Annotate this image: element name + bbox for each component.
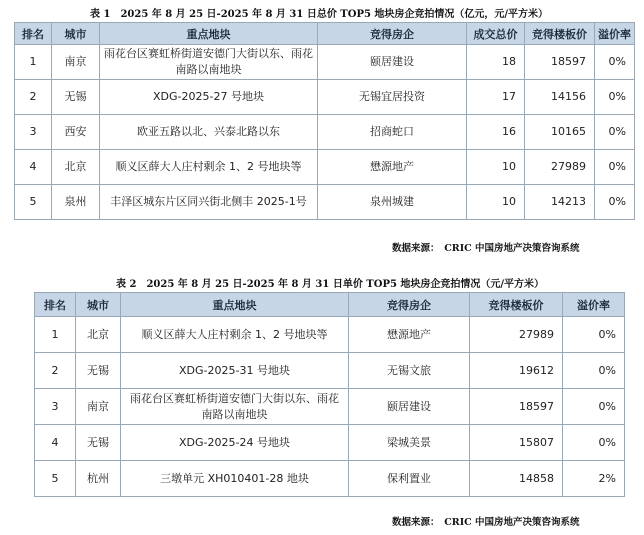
city-cell: 泉州 <box>52 185 100 220</box>
table1-header-company: 竞得房企 <box>318 23 467 45</box>
table-row <box>35 317 625 353</box>
table-row <box>15 80 635 115</box>
table1-header-total: 成交总价 <box>467 23 525 45</box>
rank-cell: 2 <box>15 80 52 115</box>
rank-cell: 5 <box>15 185 52 220</box>
land-cell: 雨花台区赛虹桥街道安德门大街以东、雨花南路以南地块 <box>121 389 349 425</box>
table2-header-company: 竞得房企 <box>349 293 470 317</box>
table2-source: 数据来源： CRIC 中国房地产决策咨询系统 <box>392 517 580 528</box>
company-cell: 无锡文旅 <box>349 353 470 389</box>
land-cell: XDG-2025-31 号地块 <box>121 353 349 389</box>
table-row <box>15 185 635 220</box>
land-cell: 丰泽区城东片区同兴街北侧丰 2025-1号 <box>100 185 318 220</box>
premium-cell: 0% <box>595 80 635 115</box>
city-cell: 无锡 <box>76 425 121 461</box>
city-cell: 南京 <box>52 45 100 80</box>
company-cell: 无锡宜居投资 <box>318 80 467 115</box>
city-cell: 西安 <box>52 115 100 150</box>
premium-cell: 0% <box>563 425 625 461</box>
table1 <box>14 22 635 220</box>
price-cell: 27989 <box>525 150 595 185</box>
table1-header-land: 重点地块 <box>100 23 318 45</box>
table-row <box>15 115 635 150</box>
premium-cell: 0% <box>563 317 625 353</box>
rank-cell: 3 <box>35 389 76 425</box>
table1-header-city: 城市 <box>52 23 100 45</box>
premium-cell: 0% <box>595 115 635 150</box>
table-row <box>35 389 625 425</box>
table1-source: 数据来源： CRIC 中国房地产决策咨询系统 <box>392 243 580 254</box>
price-cell: 27989 <box>470 317 563 353</box>
rank-cell: 1 <box>15 45 52 80</box>
company-cell: 泉州城建 <box>318 185 467 220</box>
price-cell: 18597 <box>525 45 595 80</box>
price-cell: 14213 <box>525 185 595 220</box>
price-cell: 18597 <box>470 389 563 425</box>
table1-caption: 表 1 2025 年 8 月 25 日-2025 年 8 月 31 日总价 TOP5 地块房企竞拍情况（亿元，元/平方米） <box>90 9 549 20</box>
total-cell: 10 <box>467 150 525 185</box>
table2-header-rank: 排名 <box>35 293 76 317</box>
company-cell: 保利置业 <box>349 461 470 497</box>
land-cell: 欧亚五路以北、兴泰北路以东 <box>100 115 318 150</box>
company-cell: 梁城美景 <box>349 425 470 461</box>
rank-cell: 5 <box>35 461 76 497</box>
premium-cell: 0% <box>595 150 635 185</box>
rank-cell: 2 <box>35 353 76 389</box>
table1-header-rank: 排名 <box>15 23 52 45</box>
land-cell: 雨花台区赛虹桥街道安德门大街以东、雨花南路以南地块 <box>100 45 318 80</box>
table2-header-land: 重点地块 <box>121 293 349 317</box>
premium-cell: 0% <box>595 45 635 80</box>
table2-header-city: 城市 <box>76 293 121 317</box>
total-cell: 17 <box>467 80 525 115</box>
land-cell: 顺义区薛大人庄村剩余 1、2 号地块等 <box>121 317 349 353</box>
table-row <box>15 45 635 80</box>
total-cell: 16 <box>467 115 525 150</box>
table-row <box>15 150 635 185</box>
rank-cell: 4 <box>15 150 52 185</box>
land-cell: 顺义区薛大人庄村剩余 1、2 号地块等 <box>100 150 318 185</box>
land-cell: XDG-2025-27 号地块 <box>100 80 318 115</box>
price-cell: 19612 <box>470 353 563 389</box>
table-row <box>35 425 625 461</box>
rank-cell: 1 <box>35 317 76 353</box>
price-cell: 14858 <box>470 461 563 497</box>
table-row <box>35 353 625 389</box>
rank-cell: 4 <box>35 425 76 461</box>
city-cell: 杭州 <box>76 461 121 497</box>
company-cell: 懋源地产 <box>349 317 470 353</box>
table1-header-premium: 溢价率 <box>595 23 635 45</box>
table2 <box>34 292 625 497</box>
total-cell: 10 <box>467 185 525 220</box>
price-cell: 14156 <box>525 80 595 115</box>
city-cell: 北京 <box>76 317 121 353</box>
table2-caption: 表 2 2025 年 8 月 25 日-2025 年 8 月 31 日单价 TOP5 地块房企竞拍情况（元/平方米） <box>116 279 545 290</box>
premium-cell: 0% <box>595 185 635 220</box>
table2-header-price: 竞得楼板价 <box>470 293 563 317</box>
city-cell: 南京 <box>76 389 121 425</box>
premium-cell: 2% <box>563 461 625 497</box>
city-cell: 无锡 <box>76 353 121 389</box>
company-cell: 招商蛇口 <box>318 115 467 150</box>
rank-cell: 3 <box>15 115 52 150</box>
premium-cell: 0% <box>563 389 625 425</box>
land-cell: 三墩单元 XH010401-28 地块 <box>121 461 349 497</box>
company-cell: 懋源地产 <box>318 150 467 185</box>
table2-header-row <box>35 293 625 317</box>
table2-header-premium: 溢价率 <box>563 293 625 317</box>
table1-header-price: 竞得楼板价 <box>525 23 595 45</box>
city-cell: 无锡 <box>52 80 100 115</box>
price-cell: 10165 <box>525 115 595 150</box>
land-cell: XDG-2025-24 号地块 <box>121 425 349 461</box>
table1-header-row <box>15 23 635 45</box>
total-cell: 18 <box>467 45 525 80</box>
city-cell: 北京 <box>52 150 100 185</box>
company-cell: 颐居建设 <box>349 389 470 425</box>
price-cell: 15807 <box>470 425 563 461</box>
table-row <box>35 461 625 497</box>
premium-cell: 0% <box>563 353 625 389</box>
company-cell: 颐居建设 <box>318 45 467 80</box>
